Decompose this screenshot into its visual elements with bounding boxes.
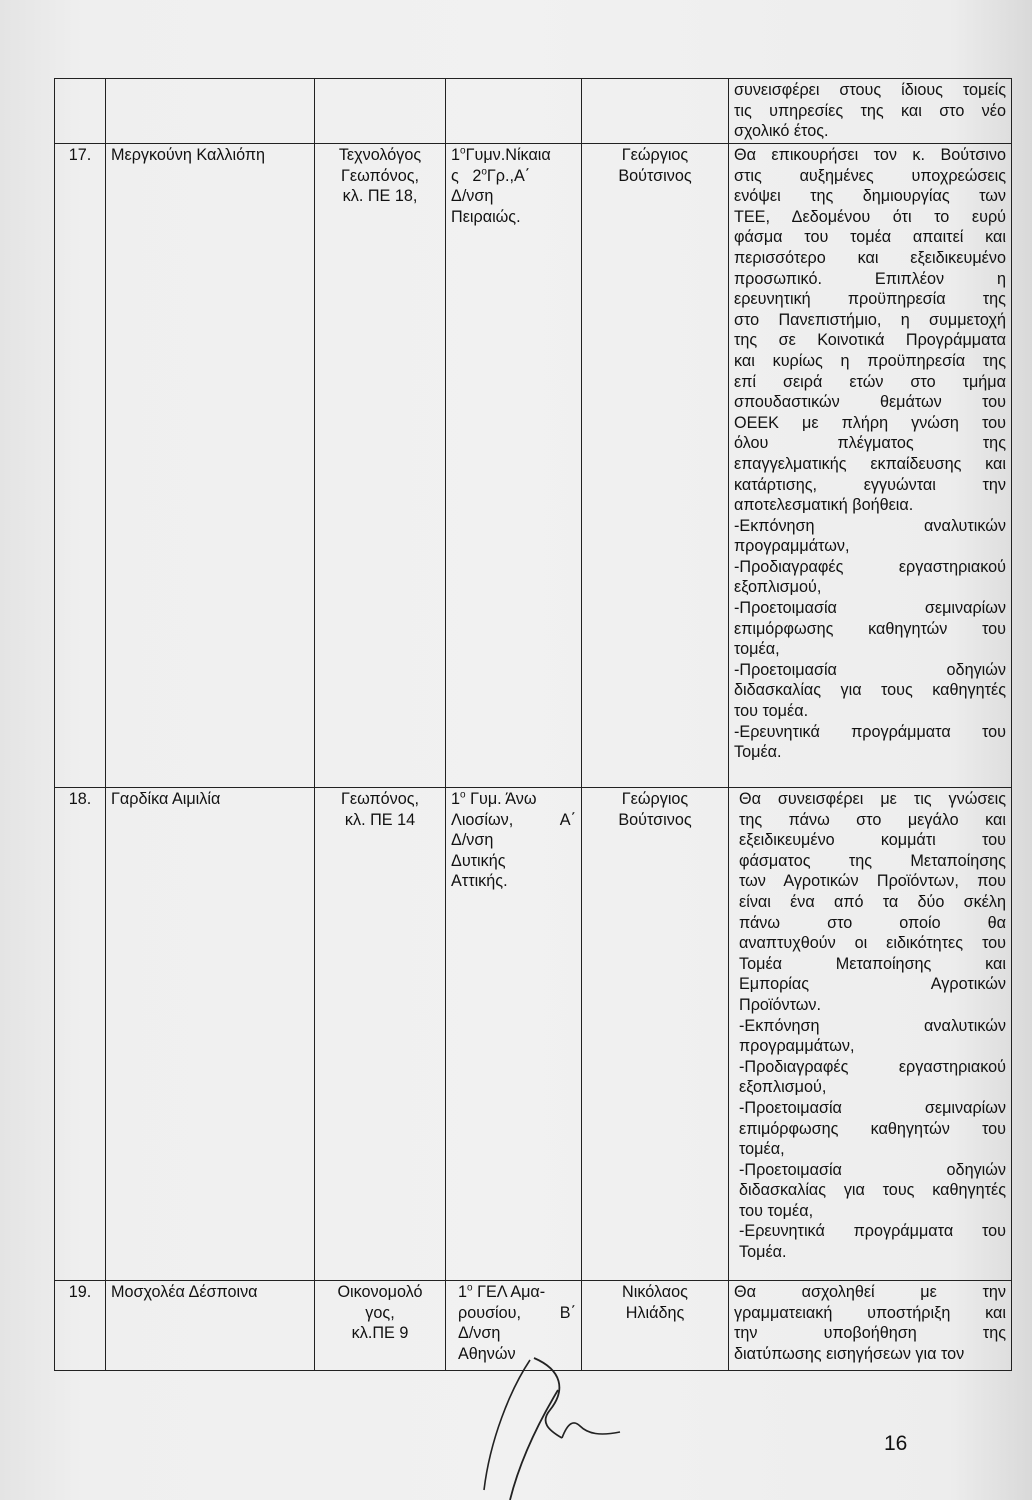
row-specialty: Τεχνολόγος Γεωπόνος, κλ. ΠΕ 18, (315, 144, 446, 788)
row-notes (729, 144, 1012, 788)
table-row-continuation (55, 79, 1012, 144)
cell-supervisor (582, 79, 729, 144)
row-name: Γαρδίκα Αιμιλία (106, 788, 315, 1281)
row-name: Μοσχολέα Δέσποινα (106, 1281, 315, 1371)
notes-line: επί σειρά ετών στο τμήμα (734, 372, 1006, 391)
notes-line: περισσότερο και εξειδικευμένο (734, 248, 1006, 267)
notes-line: προσωπικό. Επιπλέον η (734, 269, 1006, 288)
page-number: 16 (884, 1432, 908, 1455)
row-specialty: Οικονομολό γος, κλ.ΠΕ 9 (315, 1281, 446, 1371)
notes-line: επαγγελματικής εκπαίδευσης και (734, 454, 1006, 473)
row-supervisor: Γεώργιος Βούτσινος (582, 144, 729, 788)
notes-line: προγραμμάτων, (734, 537, 850, 556)
notes-line: ΟΕΕΚ με πλήρη γνώση του (734, 413, 1006, 432)
row-number: 18. (55, 788, 106, 1281)
cell-num (55, 79, 106, 144)
row-school: $1^o\Gamma\upsilon\mu\nu.Nί\kappa\alpha\iota\alpha$ ς $2^o\Gamma\rho.,A΄$ Δ/νση Πειραιώς. (446, 144, 582, 788)
notes-line: πάνω στο οποίο θα (739, 913, 1006, 932)
notes-line: της πάνω στο μεγάλο και (739, 810, 1006, 829)
notes-line: Τομέα. (734, 743, 782, 762)
cell-school (446, 79, 582, 144)
staff-table (54, 78, 1012, 1371)
notes-line: -Εκπόνηση αναλυτικών (739, 1016, 1006, 1035)
notes-line: σχολικό έτος. (734, 122, 829, 141)
notes-line: εξειδικευμένο κομμάτι του (739, 831, 1006, 850)
notes-line: φάσμα του τομέα απαιτεί και (734, 228, 1006, 247)
notes-line: εξοπλισμού, (739, 1078, 827, 1097)
notes-line: ΤΕΕ, Δεδομένου ότι το ευρύ (734, 207, 1006, 226)
notes-line: των Αγροτικών Προϊόντων, που (739, 872, 1006, 891)
notes-line: όλου πλέγματος της (734, 434, 1006, 453)
notes-line: ενόψει της δημιουργίας των (734, 187, 1006, 206)
cell-specialty (315, 79, 446, 144)
row-school: $1^o$ ΓΕΛ Αμα- ρουσίου, Β΄ Δ/νση Αθηνών (446, 1281, 582, 1371)
notes-line: και κυρίως η προϋπηρεσία της (734, 351, 1006, 370)
row-notes (729, 788, 1012, 1281)
notes-line: αναπτυχθούν οι ειδικότητες του (739, 934, 1006, 953)
notes-line: εξοπλισμού, (734, 578, 822, 597)
notes-line: φάσματος της Μεταποίησης (739, 851, 1006, 870)
table-row (55, 144, 1012, 788)
notes-line: -Εκπόνηση αναλυτικών (734, 516, 1006, 535)
notes-line: διατύπωσης εισηγήσεων για τον (734, 1344, 965, 1363)
row-supervisor: Γεώργιος Βούτσινος (582, 788, 729, 1281)
notes-line: Τομέα. (739, 1243, 787, 1262)
notes-line: Θα επικουρήσει τον κ. Βούτσινο (734, 146, 1006, 164)
notes-line: -Ερευνητικά προγράμματα του (739, 1222, 1006, 1241)
notes-line: ερευνητική προϋπηρεσία της (734, 290, 1006, 309)
notes-line: στο Πανεπιστήμιο, η συμμετοχή (734, 310, 1006, 329)
notes-line: Τομέα Μεταποίησης και (739, 954, 1006, 973)
notes-line: -Προετοιμασία σεμιναρίων (734, 599, 1006, 618)
notes-line: -Ερευνητικά προγράμματα του (734, 722, 1006, 741)
cell-name (106, 79, 315, 144)
notes-line: στις αυξημένες υποχρεώσεις (734, 166, 1006, 185)
notes-line: προγραμμάτων, (739, 1037, 855, 1056)
notes-line: Εμπορίας Αγροτικών (739, 975, 1006, 994)
notes-line: αποτελεσματική βοήθεια. (734, 496, 914, 515)
notes-line: συνεισφέρει στους ίδιους τομείς (734, 81, 1006, 99)
notes-line: του τομέα, (739, 1201, 814, 1220)
signature-mark (470, 1350, 630, 1500)
notes-line: του τομέα. (734, 702, 809, 721)
notes-line: -Προδιαγραφές εργαστηριακού (739, 1057, 1006, 1076)
row-name: Μεργκούνη Καλλιόπη (106, 144, 315, 788)
notes-line: επιμόρφωσης καθηγητών του (739, 1119, 1006, 1138)
row-school: $1^o$ Γυμ. Άνω Λιοσίων, Α΄ Δ/νση Δυτικής Αττικής. (446, 788, 582, 1281)
notes-line: Προϊόντων. (739, 995, 821, 1014)
notes-line: σπουδαστικών θεμάτων του (734, 393, 1006, 412)
notes-line: επιμόρφωσης καθηγητών του (734, 619, 1006, 638)
row-number: 19. (55, 1281, 106, 1371)
notes-line: διδασκαλίας για τους καθηγητές (739, 1181, 1006, 1200)
table-row (55, 788, 1012, 1281)
notes-line: Θα ασχοληθεί με την (734, 1283, 1006, 1301)
notes-line: γραμματειακή υποστήριξη και (734, 1303, 1006, 1322)
notes-line: την υποβοήθηση της (734, 1324, 1006, 1343)
notes-line: τομέα, (739, 1140, 785, 1159)
row-specialty: Γεωπόνος, κλ. ΠΕ 14 (315, 788, 446, 1281)
notes-line: Θα συνεισφέρει με τις γνώσεις (739, 790, 1006, 808)
row-notes (729, 1281, 1012, 1371)
notes-line: -Προδιαγραφές εργαστηριακού (734, 557, 1006, 576)
notes-line: της σε Κοινοτικά Προγράμματα (734, 331, 1006, 350)
notes-line: -Προετοιμασία σεμιναρίων (739, 1098, 1006, 1117)
notes-line: τις υπηρεσίες της και στο νέο (734, 101, 1006, 120)
notes-line: κατάρτισης, εγγυώνται την (734, 475, 1006, 494)
row-supervisor: Νικόλαος Ηλιάδης (582, 1281, 729, 1371)
notes-line: είναι ένα από τα δύο σκέλη (739, 892, 1006, 911)
notes-line: τομέα, (734, 640, 780, 659)
row-number: 17. (55, 144, 106, 788)
notes-line: διδασκαλίας για τους καθηγητές (734, 681, 1006, 700)
notes-line: -Προετοιμασία οδηγιών (739, 1160, 1006, 1179)
cell-notes (729, 79, 1012, 144)
notes-line: -Προετοιμασία οδηγιών (734, 660, 1006, 679)
